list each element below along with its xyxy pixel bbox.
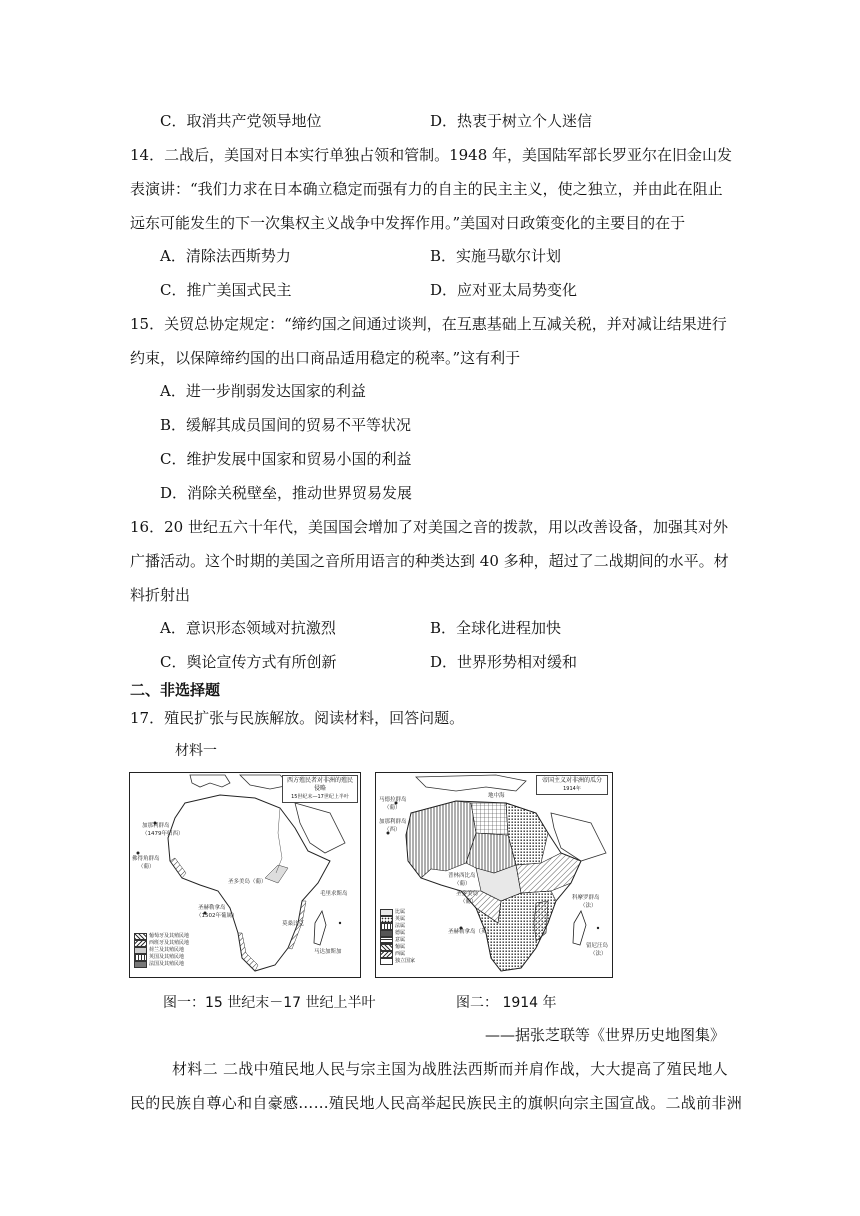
q14-option-c: C．推广美国式民主 — [160, 281, 292, 299]
map-partition-of-africa-1914 — [375, 772, 613, 978]
q14-stem-line3: 远东可能发生的下一次集权主义战争中发挥作用。”美国对日政策变化的主要目的在于 — [130, 214, 686, 232]
q15-option-d: D．消除关税壁垒，推动世界贸易发展 — [160, 484, 413, 502]
map2-title-box — [536, 775, 608, 795]
map2-legend-item: 法属 — [380, 923, 415, 930]
legend-swatch — [380, 937, 393, 944]
q16-stem-line2: 广播活动。这个时期的美国之音所用语言的种类达到 40 多种，超过了二战期间的水平。材 — [130, 552, 729, 570]
q16-stem-line3: 料折射出 — [130, 586, 191, 604]
map2-label: 加那利群岛 — [379, 819, 407, 825]
map1-label: 毛里求斯岛 — [320, 891, 348, 897]
map1-legend-item: 英国及其殖民地 — [134, 954, 189, 961]
legend-swatch — [134, 954, 147, 961]
map1-legend — [134, 933, 189, 968]
q16-option-d: D．世界形势相对缓和 — [430, 653, 578, 671]
q15-option-a: A．进一步削弱发达国家的利益 — [160, 382, 366, 400]
map-colonial-expansion-15-17c — [129, 772, 361, 978]
map2-legend-item: 比属 — [380, 909, 415, 916]
map1-label: 加那利群岛 — [142, 823, 170, 829]
map1-label: （1502年葡属） — [196, 913, 238, 919]
map2-label: 普林西比岛 — [448, 873, 476, 879]
material2-line1: 材料二 二战中殖民地人民与宗主国为战胜法西斯而并肩作战，大大提高了殖民地人 — [172, 1060, 728, 1078]
map2-legend — [380, 909, 415, 965]
map2-label: （葡） — [460, 899, 477, 905]
map1-title-box — [282, 775, 358, 803]
legend-swatch — [134, 940, 147, 947]
map2-legend-item: 葡属 — [380, 944, 415, 951]
map2-legend-item: 西属 — [380, 951, 415, 958]
legend-swatch — [380, 951, 393, 958]
legend-swatch — [134, 961, 147, 968]
map2-label: （葡） — [454, 881, 471, 887]
map1-label: （1479年归西） — [142, 831, 184, 837]
q15-option-c: C．维护发展中国家和贸易小国的利益 — [160, 450, 412, 468]
q16-option-b: B．全球化进程加快 — [430, 619, 562, 637]
map1-title: 西方殖民者对非洲的殖民侵略 — [286, 777, 353, 792]
q13-option-c: C．取消共产党领导地位 — [160, 112, 322, 130]
q16-option-a: A．意识形态领域对抗激烈 — [160, 619, 336, 637]
legend-swatch — [380, 958, 393, 965]
map2-legend-item: 意属 — [380, 937, 415, 944]
map2-label: 圣多美岛 — [456, 891, 479, 897]
q15-stem-line1: 15．关贸总协定规定：“缔约国之间通过谈判，在互惠基础上互减关税，并对减让结果进行 — [130, 315, 727, 333]
map1-legend-item: 荷兰及其殖民地 — [134, 947, 189, 954]
map2-label: （葡） — [384, 805, 401, 811]
figure1-caption: 图一：15 世纪末－17 世纪上半叶 — [163, 995, 376, 1011]
legend-swatch — [134, 947, 147, 954]
q13-option-d: D．热衷于树立个人迷信 — [430, 112, 593, 130]
q16-stem-line1: 16．20 世纪五六十年代，美国国会增加了对美国之音的拨款，用以改善设备，加强其对外 — [130, 518, 728, 536]
map1-label: 佛得角群岛 — [132, 856, 160, 862]
map2-label: 圣赫勒拿岛（英） — [448, 929, 493, 935]
map1-legend-item: 法国及其殖民地 — [134, 961, 189, 968]
q17-stem: 17．殖民扩张与民族解放。阅读材料，回答问题。 — [130, 709, 465, 727]
map2-label: 地中海 — [488, 793, 505, 799]
map1-label: 圣赫勒拿岛 — [198, 905, 226, 911]
map2-label: （西） — [384, 827, 401, 833]
source-citation: ——据张芝联等《世界历史地图集》 — [485, 1026, 726, 1044]
legend-swatch — [380, 944, 393, 951]
q14-option-b: B．实施马歇尔计划 — [430, 247, 562, 265]
figure2-caption: 图二： 1914 年 — [456, 995, 557, 1011]
q16-option-c: C．舆论宣传方式有所创新 — [160, 653, 337, 671]
map1-subtitle: 15世纪末—17世纪上半叶 — [291, 794, 349, 800]
map2-label: 科摩罗群岛 — [572, 895, 600, 901]
map1-label: （葡） — [138, 864, 155, 870]
legend-swatch — [380, 923, 393, 930]
map1-label: 莫桑比克 — [282, 921, 305, 927]
q14-stem-line1: 14．二战后，美国对日本实行单独占领和管制。1948 年，美国陆军部长罗亚尔在旧金山发 — [130, 146, 733, 164]
map1-label: 马达加斯加 — [314, 949, 342, 955]
material1-label: 材料一 — [175, 743, 217, 759]
map2-title: 帝国主义对非洲的瓜分 — [541, 777, 602, 784]
legend-swatch — [134, 933, 147, 940]
map2-label: （法） — [590, 951, 607, 957]
map2-label: 留尼汪岛 — [586, 943, 609, 949]
legend-swatch — [380, 930, 393, 937]
map2-legend-item: 英属 — [380, 916, 415, 923]
map2-legend-item: 德属 — [380, 930, 415, 937]
map1-legend-item: 葡萄牙及其殖民地 — [134, 933, 189, 940]
material2-line2: 民的民族自尊心和自豪感……殖民地人民高举起民族民主的旗帜向宗主国宣战。二战前非洲 — [130, 1094, 743, 1112]
q15-option-b: B．缓解其成员国间的贸易不平等状况 — [160, 416, 412, 434]
map2-subtitle: 1914年 — [563, 786, 581, 792]
map2-label: 马德拉群岛 — [379, 797, 407, 803]
map1-label: 圣多美岛（葡） — [228, 879, 267, 885]
q14-stem-line2: 表演讲：“我们力求在日本确立稳定而强有力的自主的民主主义，使之独立，并由此在阻止 — [130, 180, 723, 198]
q15-stem-line2: 约束，以保障缔约国的出口商品适用稳定的税率。”这有利于 — [130, 349, 521, 367]
legend-swatch — [380, 909, 393, 916]
map2-legend-item: 独立国家 — [380, 958, 415, 965]
map2-label: （法） — [580, 903, 597, 909]
legend-swatch — [380, 916, 393, 923]
section-heading: 二、非选择题 — [130, 681, 221, 699]
q14-option-a: A．清除法西斯势力 — [160, 247, 291, 265]
map1-legend-item: 西班牙及其殖民地 — [134, 940, 189, 947]
q14-option-d: D．应对亚太局势变化 — [430, 281, 578, 299]
